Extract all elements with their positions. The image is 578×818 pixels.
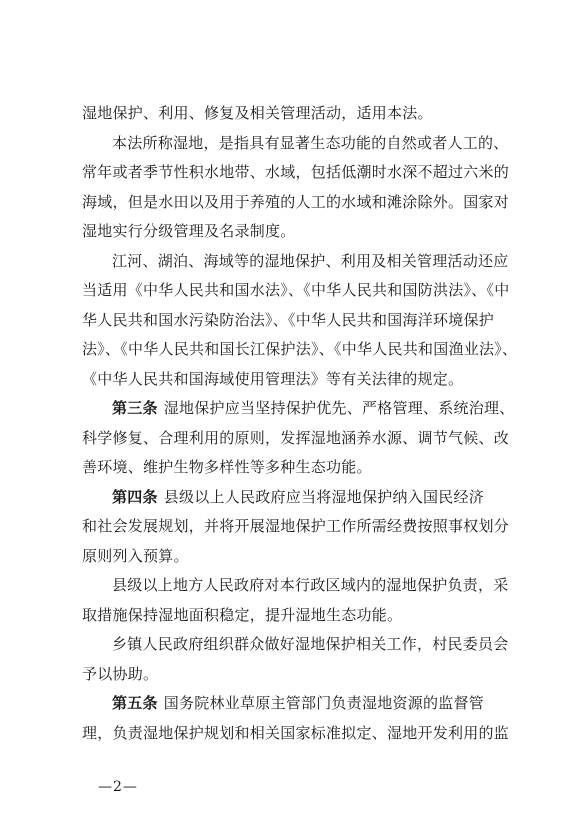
article-heading: 第三条 xyxy=(112,399,158,417)
line-text: 当适用《中华人民共和国水法》、《中华人民共和国防洪法》、《中 xyxy=(82,281,510,299)
article-heading: 第四条 xyxy=(112,487,158,506)
text-line xyxy=(82,689,504,719)
text-line xyxy=(82,365,504,395)
page-number: —2— xyxy=(98,779,138,795)
text-line xyxy=(82,99,504,129)
line-text: 国务院林业草原主管部门负责湿地资源的监督管 xyxy=(163,694,485,712)
text-line xyxy=(82,542,504,572)
text-line xyxy=(82,217,504,247)
text-line xyxy=(82,158,510,188)
line-text: 湿地保护、利用、修复及相关管理活动，适用本法。 xyxy=(82,104,433,122)
text-line xyxy=(82,630,509,660)
text-line xyxy=(82,453,504,483)
text-line xyxy=(82,129,509,159)
text-line xyxy=(82,483,504,513)
law-body-text xyxy=(82,99,518,748)
text-line xyxy=(82,394,515,424)
text-line xyxy=(82,660,504,690)
text-line xyxy=(82,512,510,542)
line-text: 华人民共和国水污染防治法》、《中华人民共和国海洋环境保护 xyxy=(82,310,495,329)
line-text: 乡镇人民政府组织群众做好湿地保护相关工作，村民委员会 xyxy=(112,635,509,653)
text-line xyxy=(82,247,509,277)
line-text: 江河、湖泊、海域等的湿地保护、利用及相关管理活动还应 xyxy=(112,251,509,270)
text-line xyxy=(82,276,510,306)
line-text: 湿地保护应当坚持保护优先、严格管理、系统治理、 xyxy=(163,399,515,417)
line-text: 常年或者季节性积水地带、水域，包括低潮时水深不超过六米的 xyxy=(82,163,510,181)
text-line xyxy=(82,571,509,601)
line-text: 本法所称湿地，是指具有显著生态功能的自然或者人工的、 xyxy=(112,133,509,152)
line-text: 县级以上人民政府应当将湿地保护纳入国民经济 xyxy=(163,487,485,506)
line-text: 予以协助。 xyxy=(82,664,159,683)
text-line xyxy=(82,719,510,749)
text-line xyxy=(82,601,504,631)
text-line xyxy=(82,188,510,218)
line-text: 取措施保持湿地面积稳定，提升湿地生态功能。 xyxy=(82,605,403,624)
text-line xyxy=(82,424,510,454)
text-line xyxy=(82,306,504,336)
text-line xyxy=(82,335,518,365)
line-text: 理，负责湿地保护规划和相关国家标准拟定、湿地开发利用的监 xyxy=(82,723,510,742)
line-text: 善环境、维护生物多样性等多种生态功能。 xyxy=(82,458,372,476)
line-text: 法》、《中华人民共和国长江保护法》、《中华人民共和国渔业法》、 xyxy=(82,340,518,358)
line-text: 原则列入预算。 xyxy=(82,546,189,565)
line-text: 和社会发展规划，并将开展湿地保护工作所需经费按照事权划分 xyxy=(82,517,510,535)
line-text: 县级以上地方人民政府对本行政区域内的湿地保护负责，采 xyxy=(112,576,509,594)
line-text: 海域，但是水田以及用于养殖的人工的水域和滩涂除外。国家对 xyxy=(82,192,510,211)
line-text: 《中华人民共和国海域使用管理法》等有关法律的规定。 xyxy=(82,369,464,388)
line-text: 湿地实行分级管理及名录制度。 xyxy=(82,222,296,240)
line-text: 科学修复、合理利用的原则，发挥湿地涵养水源、调节气候、改 xyxy=(82,428,510,447)
article-heading: 第五条 xyxy=(112,694,158,712)
